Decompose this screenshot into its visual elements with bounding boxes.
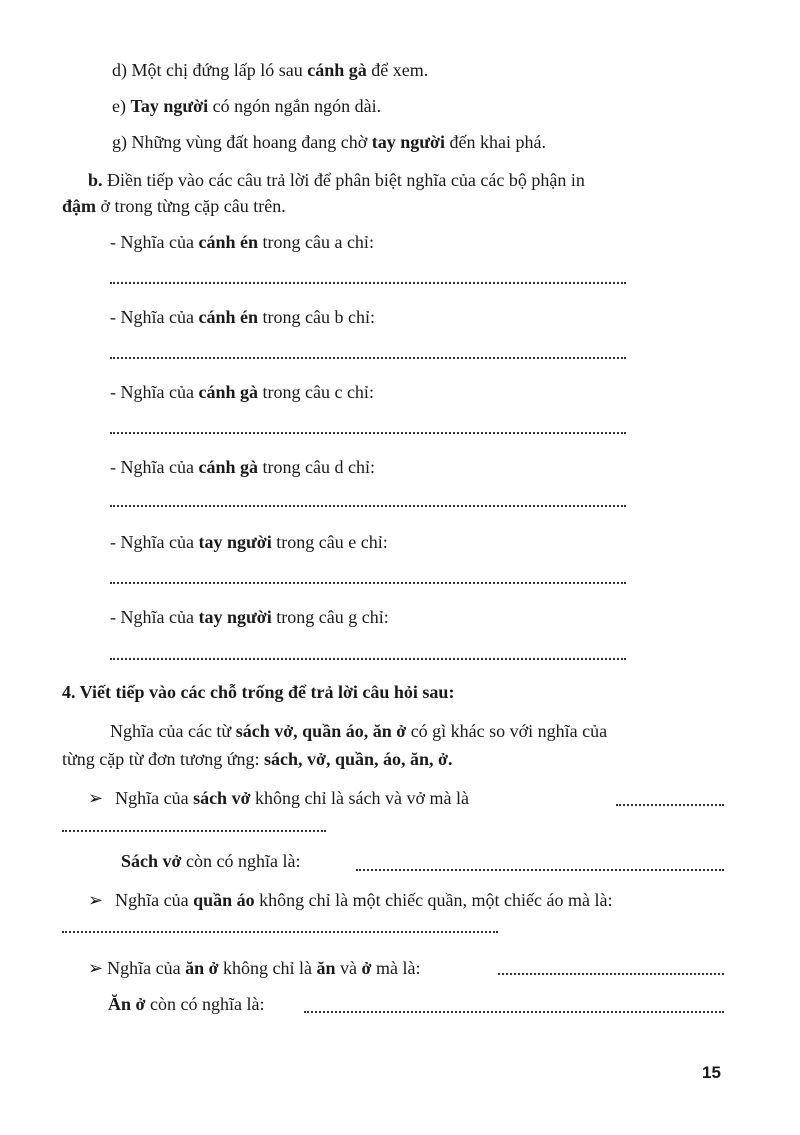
item-d-bold: cánh gà [307, 60, 367, 80]
meaning-c-text: - Nghĩa của [110, 382, 199, 402]
item-e-text: e) [112, 96, 131, 116]
section-4-title [62, 680, 454, 704]
arrow-bullet-icon: ➢ [88, 788, 104, 808]
meaning-c [110, 380, 374, 404]
q3-text-mid-2: và [335, 958, 362, 978]
meaning-b-bold: cánh én [198, 307, 258, 327]
q1b-bold: Sách vở [121, 851, 182, 871]
answer-line-d[interactable] [110, 505, 626, 507]
meaning-e-text: - Nghĩa của [110, 532, 199, 552]
q1-bold: sách vở [193, 788, 251, 808]
item-d-text-end: để xem. [366, 60, 429, 80]
answer-line-b[interactable] [110, 357, 626, 359]
answer-line-q1-b[interactable] [62, 830, 326, 832]
meaning-g-text-end: trong câu g chỉ: [271, 607, 389, 627]
section-b-instruction-end: ở trong từng cặp câu trên. [96, 196, 286, 216]
meaning-g-bold: tay người [198, 607, 272, 627]
q3b-bold: Ăn ở [108, 994, 146, 1014]
meaning-c-bold: cánh gà [198, 382, 258, 402]
q3-bold-2: ăn [316, 958, 336, 978]
meaning-e-text-end: trong câu e chỉ: [271, 532, 388, 552]
answer-line-q2[interactable] [62, 931, 498, 933]
meaning-e-bold: tay người [198, 532, 272, 552]
meaning-d-text: - Nghĩa của [110, 457, 199, 477]
q3-bold-1: ăn ở [185, 958, 219, 978]
meaning-d [110, 455, 375, 479]
meaning-c-text-end: trong câu c chỉ: [257, 382, 374, 402]
section-4-paragraph-1 [110, 719, 607, 743]
answer-line-q1-a[interactable] [616, 804, 724, 806]
question-quan-ao [88, 888, 613, 912]
meaning-b-text: - Nghĩa của [110, 307, 199, 327]
answer-line-g[interactable] [110, 658, 626, 660]
section-b-line1 [88, 168, 585, 192]
answer-line-q3-a[interactable] [498, 973, 724, 975]
section-b-bold-word: đậm [62, 196, 97, 216]
q2-text: Nghĩa của [115, 890, 194, 910]
item-d-text: d) Một chị đứng lấp ló sau [112, 60, 308, 80]
q3-text-end: mà là: [371, 958, 421, 978]
page-number: 15 [702, 1063, 721, 1082]
section-4-p1-bold: sách vở, quần áo, ăn ở [235, 721, 407, 741]
meaning-b [110, 305, 375, 329]
item-g-text: g) Những vùng đất hoang đang chờ [112, 132, 372, 152]
section-b-instruction: Điền tiếp vào các câu trả lời để phân biệt nghĩa của các bộ phận in [102, 170, 585, 190]
section-4-p1-text: Nghĩa của các từ [110, 721, 236, 741]
item-g [112, 130, 546, 154]
meaning-d-bold: cánh gà [198, 457, 258, 477]
meaning-e [110, 530, 388, 554]
question-sach-vo [88, 786, 469, 810]
item-e-text-end: có ngón ngắn ngón dài. [208, 96, 382, 116]
section-b-label: b. [88, 170, 103, 190]
meaning-d-text-end: trong câu d chỉ: [257, 457, 375, 477]
section-4-p2-bold: sách, vở, quần, áo, ăn, ở. [264, 749, 453, 769]
q2-bold: quần áo [193, 890, 255, 910]
question-an-o [88, 956, 421, 980]
meaning-g-text: - Nghĩa của [110, 607, 199, 627]
answer-line-q1-c[interactable] [356, 869, 724, 871]
section-4-p2-text: từng cặp từ đơn tương ứng: [62, 749, 265, 769]
answer-line-a[interactable] [110, 282, 626, 284]
meaning-a-bold: cánh én [198, 232, 258, 252]
item-e [112, 94, 381, 118]
meaning-g [110, 605, 389, 629]
q3b-text: còn có nghĩa là: [145, 994, 265, 1014]
meaning-a-text: - Nghĩa của [110, 232, 199, 252]
q3-text-mid-1: không chỉ là [218, 958, 317, 978]
section-4-paragraph-2 [62, 747, 453, 771]
q1-text-end: không chỉ là sách và vở mà là [250, 788, 469, 808]
section-4-heading: 4. Viết tiếp vào các chỗ trống để trả lời câu hỏi sau: [62, 682, 455, 702]
answer-line-q3-b[interactable] [304, 1011, 724, 1013]
section-b-line2 [62, 194, 286, 218]
item-g-bold: tay người [371, 132, 446, 152]
meaning-a-text-end: trong câu a chỉ: [257, 232, 374, 252]
section-4-p1-text-end: có gì khác so với nghĩa của [406, 721, 608, 741]
arrow-bullet-icon: ➢ [88, 958, 104, 978]
item-g-text-end: đến khai phá. [445, 132, 546, 152]
arrow-bullet-icon: ➢ [88, 890, 104, 910]
item-e-bold: Tay người [130, 96, 209, 116]
q3-bold-3: ở [361, 958, 372, 978]
q1b-text: còn có nghĩa là: [181, 851, 301, 871]
answer-line-c[interactable] [110, 432, 626, 434]
answer-line-e[interactable] [110, 582, 626, 584]
question-sach-vo-extra [121, 849, 300, 873]
item-d [112, 58, 428, 82]
q1-text: Nghĩa của [115, 788, 194, 808]
meaning-b-text-end: trong câu b chỉ: [257, 307, 375, 327]
q3-text: Nghĩa của [107, 958, 186, 978]
q2-text-end: không chỉ là một chiếc quần, một chiếc áo mà là: [254, 890, 613, 910]
question-an-o-extra [108, 992, 264, 1016]
meaning-a [110, 230, 374, 254]
